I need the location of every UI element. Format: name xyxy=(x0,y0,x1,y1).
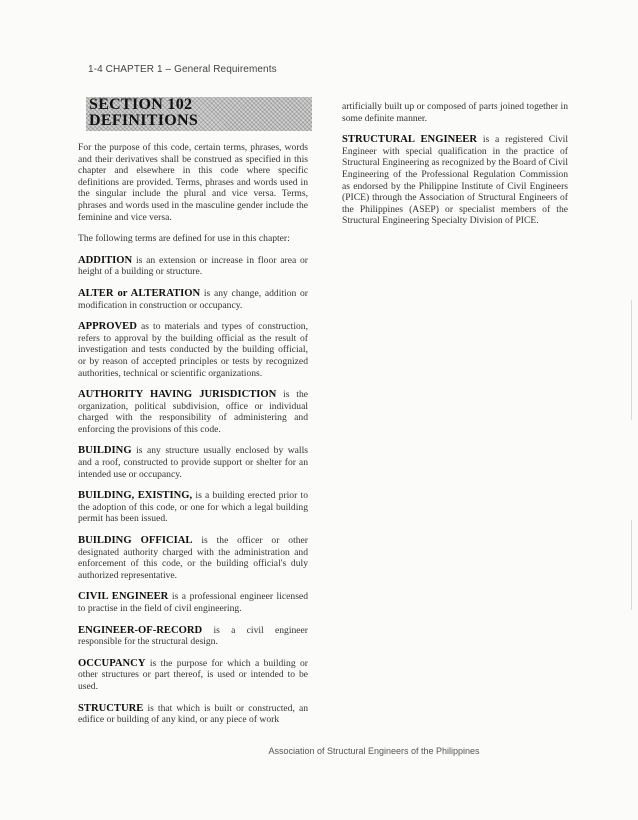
definition-text: For the purpose of this code, certain terms, phrases, words and their derivatives shall be construed as specified in this chapter and elsewhere in this code where specific definitions are provided. Terms, phrases and words used in the singular include the plural and vice versa. Terms, phrases and words used in the masculine gender include the feminine and vice versa. xyxy=(78,142,308,223)
definition-text: is the purpose for which a building or other structures or part thereof, is used or intended to be used. xyxy=(78,657,308,692)
definition-paragraph xyxy=(78,255,308,278)
definition-term: BUILDING OFFICIAL xyxy=(78,535,193,547)
section-title: DEFINITIONS xyxy=(89,112,199,129)
left-column xyxy=(78,142,308,736)
right-column xyxy=(342,101,568,237)
definition-term: ADDITION xyxy=(78,254,133,266)
definition-text: is an extension or increase in floor area or height of a building or structure. xyxy=(78,254,308,278)
scan-edge-mark xyxy=(631,300,632,420)
definition-term: CIVIL ENGINEER xyxy=(78,591,169,603)
definition-paragraph xyxy=(78,288,308,311)
definition-text: is the officer or other designated authority charged with the administration and enforcement of this code, or the building official's duly authorized representative. xyxy=(78,535,308,581)
definition-term: BUILDING, EXISTING, xyxy=(78,490,193,502)
definition-paragraph xyxy=(78,535,308,581)
definition-text: artificially built up or composed of parts joined together in some definite manner. xyxy=(342,101,568,124)
definition-paragraph xyxy=(78,490,308,525)
definition-paragraph xyxy=(78,625,308,648)
definition-term: BUILDING xyxy=(78,445,132,457)
section-number: SECTION 102 xyxy=(89,96,193,113)
definition-term: STRUCTURE xyxy=(78,702,144,714)
definition-paragraph xyxy=(78,233,308,245)
definition-term: OCCUPANCY xyxy=(78,657,146,669)
definition-paragraph xyxy=(78,591,308,614)
definition-text: as to materials and types of construction, refers to approval by the building official as the result of investigation and tests conducted by the building official, or by reason of accepted principles or tests by recognized authorities, technical or scientific organizations. xyxy=(78,321,308,379)
definition-term: AUTHORITY HAVING JURISDICTION xyxy=(78,389,277,401)
definition-text: is that which is built or constructed, an edifice or building of any kind, or any piece of work xyxy=(78,702,308,726)
definition-term: STRUCTURAL ENGINEER xyxy=(342,134,477,146)
definition-text: is the organization, political subdivision, office or individual charged with the responsibility of administering and enforcing the provisions of this code. xyxy=(78,389,308,435)
definition-text: is any structure usually enclosed by walls and a roof, constructed to provide support or shelter for an intended use or occupancy. xyxy=(78,445,308,480)
definition-term: ALTER or ALTERATION xyxy=(78,287,201,299)
definition-text: is any change, addition or modification in construction or occupancy. xyxy=(78,287,308,311)
definition-paragraph xyxy=(78,321,308,379)
page-header: 1-4 CHAPTER 1 – General Requirements xyxy=(88,64,277,75)
definition-paragraph xyxy=(342,134,568,227)
definition-paragraph xyxy=(78,142,308,223)
definition-text: is a registered Civil Engineer with special qualification in the practice of Structural Engineering as recognized by the Board of Civil Engineering of the Professional Regulation Commission as endorsed by the Philippine Institute of Civil Engineers (PICE) through the Association of Structural Engineers of the Philippines (ASEP) or specialist members of the Structural Engineering Specialty Division of PICE. xyxy=(342,134,568,227)
definition-paragraph xyxy=(78,658,308,693)
scan-edge-mark xyxy=(631,520,632,610)
definition-paragraph xyxy=(78,445,308,480)
definition-paragraph xyxy=(78,703,308,726)
definition-text: is a civil engineer responsible for the structural design. xyxy=(78,624,308,648)
definition-paragraph xyxy=(78,389,308,435)
definition-text: is a building erected prior to the adoption of this code, or one for which a legal building permit has been issued. xyxy=(78,490,308,525)
definition-text: The following terms are defined for use in this chapter: xyxy=(78,233,290,245)
section-heading xyxy=(89,97,198,129)
page-footer: Association of Structural Engineers of the Philippines xyxy=(268,746,480,756)
section-heading-box xyxy=(86,97,312,131)
definition-term: ENGINEER-OF-RECORD xyxy=(78,624,203,636)
definition-paragraph xyxy=(342,101,568,124)
definition-term: APPROVED xyxy=(78,321,137,333)
definition-text: is a professional engineer licensed to practise in the field of civil engineering. xyxy=(78,591,308,614)
